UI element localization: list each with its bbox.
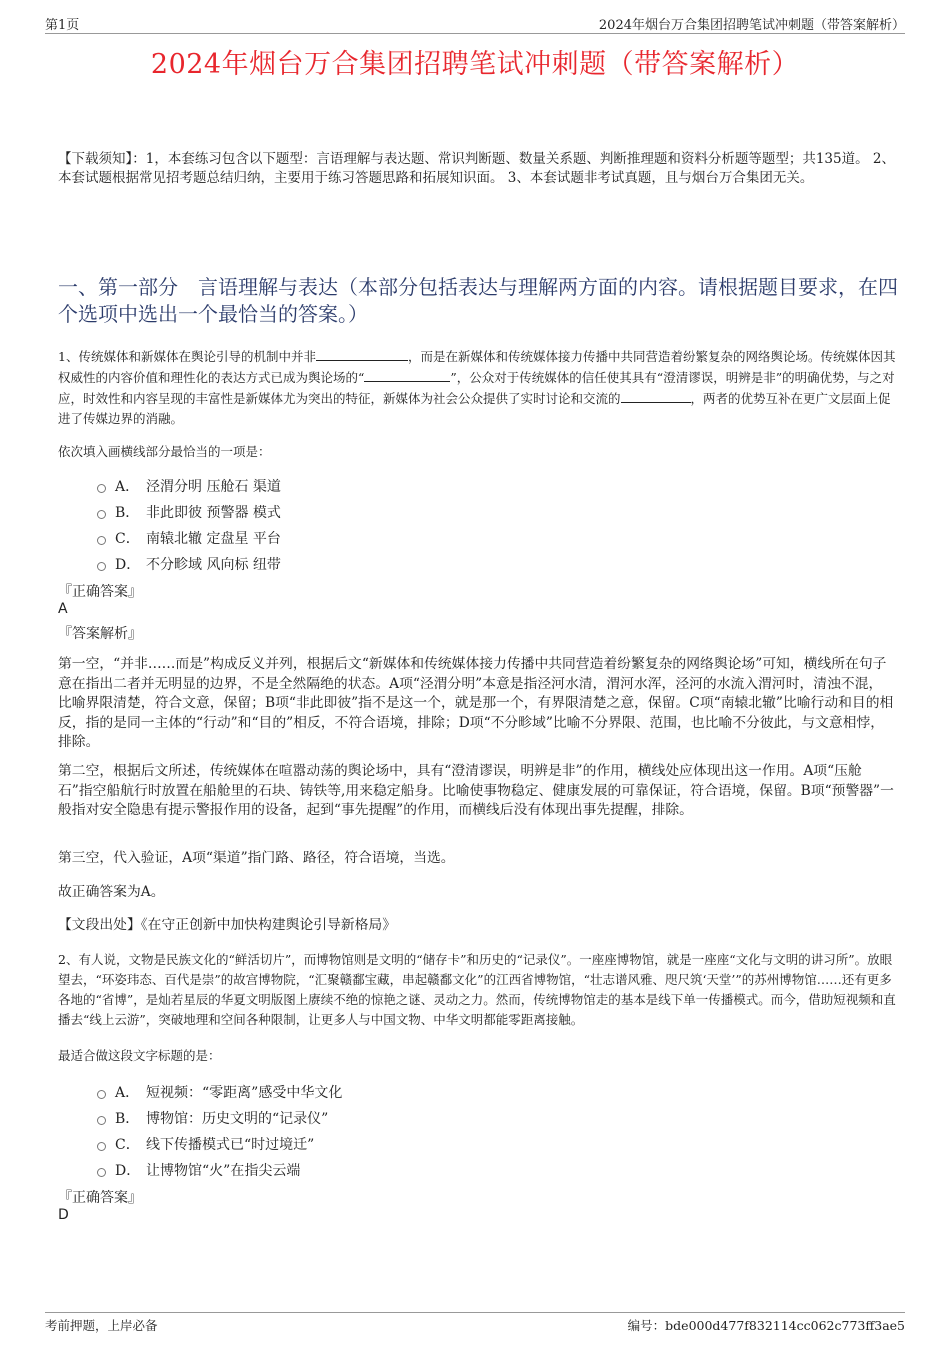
question-1-option-d[interactable]: [97, 554, 281, 574]
question-2-prompt: 最适合做这段文字标题的是：: [58, 1048, 221, 1063]
option-text: 博物馆：历史文明的“记录仪”: [146, 1111, 329, 1127]
question-1-option-a[interactable]: [97, 476, 281, 496]
section-part: 一、第一部分: [58, 275, 178, 299]
radio-button-icon[interactable]: [97, 1116, 106, 1125]
question-1-option-c[interactable]: [97, 528, 281, 548]
question-2-option-a[interactable]: [97, 1082, 342, 1102]
analysis-paragraph: 第三空，代入验证，A项“渠道”指门路、路径，符合语境，当选。: [58, 850, 455, 866]
question-1-prompt: 依次填入画横线部分最恰当的一项是：: [58, 444, 271, 459]
radio-button-icon[interactable]: [97, 562, 106, 571]
radio-button-icon[interactable]: [97, 1142, 106, 1151]
q1-text-part: 1、传统媒体和新媒体在舆论引导的机制中并非: [58, 349, 316, 364]
correct-answer: D: [58, 1207, 69, 1223]
radio-button-icon[interactable]: [97, 1168, 106, 1177]
question-1-text: [58, 346, 898, 429]
page-number: 第1页: [45, 18, 80, 33]
option-letter: C．: [115, 1137, 140, 1153]
option-letter: C．: [115, 531, 140, 547]
q1-text-part: ，而是在新媒体和传统媒体接力传播中共同营造着纷繁复杂的网络舆论场。传统媒体因其权威性的内容价值和理性化的表达方式已成为舆论场的“: [58, 349, 896, 385]
q1-text-part: ”，公众对于传统媒体的信任使其具有“澄清谬误，明辨是非”的明确优势，与之对应，时效性和内容呈现的丰富性是新媒体尤为突出的特征，新媒体为社会公众提供了实时讨论和交流的: [58, 370, 895, 406]
option-text: 短视频：“零距离”感受中华文化: [146, 1085, 343, 1101]
correct-answer-label: 『正确答案』: [58, 1190, 142, 1206]
option-letter: B．: [115, 1111, 140, 1127]
q1-text-part: ，两者的优势互补在更广文层面上促进了传媒边界的消融。: [58, 391, 891, 426]
radio-button-icon[interactable]: [97, 536, 106, 545]
option-letter: B．: [115, 505, 140, 521]
analysis-conclusion: 故正确答案为A。: [58, 884, 165, 900]
option-letter: D．: [115, 557, 141, 573]
page-title: 2024年烟台万合集团招聘笔试冲刺题（带答案解析）: [150, 49, 800, 80]
question-2-option-b[interactable]: [97, 1108, 328, 1128]
option-text: 让博物馆“火”在指尖云端: [146, 1163, 301, 1179]
footer-doc-id: 编号：bde000d477f832114cc062c773ff3ae5: [627, 1318, 905, 1333]
fill-blank: [316, 346, 408, 361]
download-notice: 【下载须知】：1，本套练习包含以下题型：言语理解与表达题、常识判断题、数量关系题、判断推理题和资料分析题等题型；共135道。 2、本套试题根据常见招考题总结归纳，主要用于练习答题思路和拓展知识面。 3、本套试题非考试真题，且与烟台万合集团无关。: [58, 151, 895, 186]
header-doc-title: 2024年烟台万合集团招聘笔试冲刺题（带答案解析）: [598, 18, 905, 33]
question-1-option-b[interactable]: [97, 502, 281, 522]
question-2-option-d[interactable]: [97, 1160, 300, 1180]
radio-button-icon[interactable]: [97, 484, 106, 493]
option-letter: A．: [115, 479, 140, 495]
option-letter: D．: [115, 1163, 141, 1179]
footer-slogan: 考前押题，上岸必备: [45, 1318, 158, 1333]
correct-answer-label: 『正确答案』: [58, 584, 142, 600]
option-text: 泾渭分明 压舱石 渠道: [146, 479, 281, 495]
option-text: 南辕北辙 定盘星 平台: [146, 531, 281, 547]
section-title: [58, 274, 898, 328]
correct-answer: A: [58, 601, 68, 617]
option-letter: A．: [115, 1085, 140, 1101]
analysis-paragraph: 第二空，根据后文所述，传统媒体在喧嚣动荡的舆论场中，具有“澄清谬误，明辨是非”的作用，横线处应体现出这一作用。A项“压舱石”指空船航行时放置在船舱里的石块、铸铁等,用来稳定船身。比喻使事物稳定、健康发展的可靠保证，符合语境，保留。B项“预警器”一般指对安全隐患有提示警报作用的设备，起到“事先提醒”的作用，而横线后没有体现出事先提醒，排除。: [58, 763, 894, 818]
header-divider: [45, 33, 905, 34]
question-2-text: 2、有人说，文物是民族文化的“鲜活切片”，而博物馆则是文明的“储存卡”和历史的“记录仪”。一座座博物馆，就是一座座“文化与文明的讲习所”。放眼望去，“环姿玮态、百代是崇”的故宫博物院，“汇聚赣鄱宝藏，串起赣鄱文化”的江西省博物馆，“壮志谱风雅、咫尺筑‘天堂’”的苏州博物馆……还有更多各地的“省博”，是灿若星辰的华夏文明版图上赓续不绝的惊艳之谜、灵动之力。然而，传统博物馆走的基本是线下单一传播模式。而今，借助短视频和直播去“线上云游”，突破地理和空间各种限制，让更多人与中国文物、中华文明都能零距离接触。: [58, 952, 896, 1027]
analysis-paragraph: 第一空，“并非……而是”构成反义并列，根据后文“新媒体和传统媒体接力传播中共同营造着纷繁复杂的网络舆论场”可知，横线所在句子意在指出二者并无明显的边界，不是全然隔绝的状态。A项“泾渭分明”本意是指泾河水清，渭河水浑，泾河的水流入渭河时，清浊不混，比喻界限清楚，符合文意，保留；B项“非此即彼”指不是这一个，就是那一个，有界限清楚之意，保留。C项“南辕北辙”比喻行动和目的相反，指的是同一主体的“行动”和“目的”相反，不符合语境，排除；D项“不分畛域”比喻不分界限、范围，也比喻不分彼此，与文意相悖，排除。: [58, 656, 894, 750]
option-text: 不分畛域 风向标 纽带: [146, 557, 281, 573]
footer-divider: [45, 1312, 905, 1313]
option-text: 线下传播模式已“时过境迁”: [146, 1137, 315, 1153]
question-2-option-c[interactable]: [97, 1134, 314, 1154]
fill-blank: [621, 388, 691, 403]
radio-button-icon[interactable]: [97, 1090, 106, 1099]
source-citation: 【文段出处】《在守正创新中加快构建舆论引导新格局》: [58, 917, 397, 933]
analysis-label: 『答案解析』: [58, 626, 142, 642]
fill-blank: [364, 367, 450, 382]
section-name: 言语理解与表达（本部分包括表达与理解两方面的内容。请根据题目要求，在四个选项中选出一个最恰当的答案。）: [58, 275, 898, 326]
option-text: 非此即彼 预警器 模式: [146, 505, 281, 521]
radio-button-icon[interactable]: [97, 510, 106, 519]
